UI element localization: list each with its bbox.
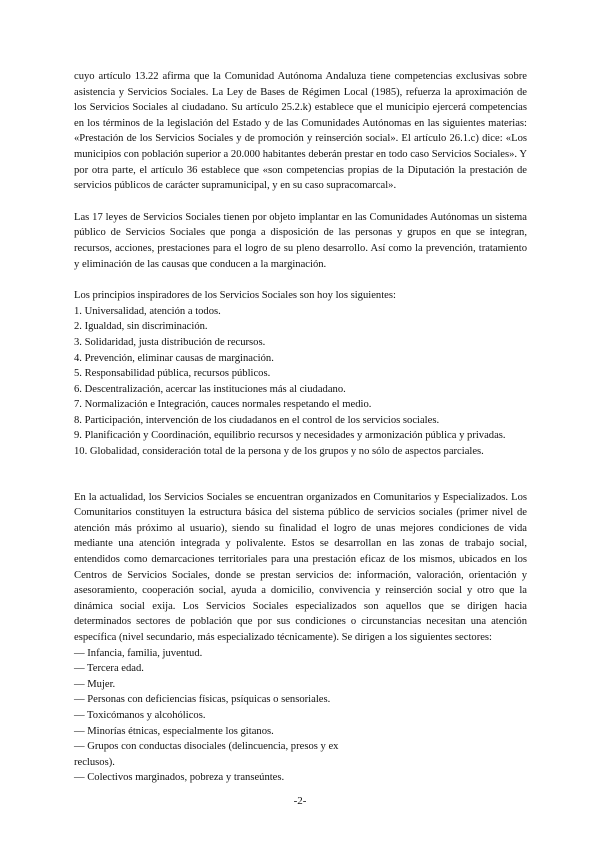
paragraph-laws: Las 17 leyes de Servicios Sociales tienen por objeto implantar en las Comunidades Autónomas un sistema público de Servicios Sociales que ponga a disposición de las personas y grupos en que se integran, recursos, acciones, prestaciones para el logro de su pleno desarrollo. Así como la prevención, tratamiento y eliminación de las causas que conducen a la marginación. — [74, 211, 527, 270]
list-item: 9. Planificación y Coordinación, equilibrio recursos y necesidades y armonización pública y privadas. — [74, 430, 506, 442]
list-item: 1. Universalidad, atención a todos. — [74, 305, 221, 317]
principles-list — [74, 304, 527, 460]
list-item: 2. Igualdad, sin discriminación. — [74, 321, 208, 333]
list-item: 7. Normalización e Integración, cauces normales respetando el medio. — [74, 399, 372, 411]
list-item: — Toxicómanos y alcohólicos. — [74, 709, 206, 721]
paragraph-legislation: cuyo artículo 13.22 afirma que la Comunidad Autónoma Andaluza tiene competencias exclusivas sobre asistencia y Servicios Sociales. La Ley de Bases de Régimen Local (1985), refuerza la aproximación de los Servicios Sociales al ciudadano. Su artículo 25.2.k) establece que el municipio ejercerá competencias en los términos de la legislación del Estado y de las Comunidades Autónomas en las siguientes materias: «Prestación de los Servicios Sociales y de promoción y reinserción social». El artículo 26.1.c) dice: «Los municipios con población superior a 20.000 habitantes deberán prestar en todo caso Servicios Sociales». Y por otra parte, el artículo 36 establece que «son competencias propias de la Diputación la prestación de servicios públicos de carácter supramunicipal, y en su caso supracomarcal». — [74, 71, 527, 192]
list-item: 10. Globalidad, consideración total de la persona y de los grupos y no sólo de aspectos parciales. — [74, 446, 484, 458]
sectors-list — [74, 646, 527, 786]
list-item: — Grupos con conductas disociales (delincuencia, presos y ex reclusos). — [74, 741, 339, 768]
list-item: 3. Solidaridad, justa distribución de recursos. — [74, 336, 266, 348]
list-item: 8. Participación, intervención de los ciudadanos en el control de los servicios sociales. — [74, 414, 440, 426]
list-item: 4. Prevención, eliminar causas de marginación. — [74, 352, 274, 364]
list-item: — Tercera edad. — [74, 663, 144, 675]
list-item: 5. Responsabilidad pública, recursos públicos. — [74, 368, 271, 380]
page-number: -2- — [293, 795, 307, 807]
document-body — [74, 69, 527, 786]
list-item: — Personas con deficiencias físicas, psíquicas o sensoriales. — [74, 694, 331, 706]
list-item: — Colectivos marginados, pobreza y transeúntes. — [74, 772, 285, 784]
principles-intro: Los principios inspiradores de los Servicios Sociales son hoy los siguientes: — [74, 290, 396, 302]
list-item: — Minorías étnicas, especialmente los gitanos. — [74, 725, 274, 737]
list-item: — Infancia, familia, juventud. — [74, 647, 203, 659]
paragraph-organization: En la actualidad, los Servicios Sociales se encuentran organizados en Comunitarios y Especializados. Los Comunitarios constituyen la estructura básica del sistema público de servicios sociales (primer nivel de atención más próximo al usuario), siendo su finalidad el logro de unas mejores condiciones de vida mediante una atención integrada y polivalente. Estos se desarrollan en las zonas de trabajo social, entendidos como demarcaciones territoriales para una prestación eficaz de los mismos, ubicados en los Centros de Servicios Sociales, donde se prestan servicios de: información, valoración, orientación y asesoramiento, cooperación social, ayuda a domicilio, convivencia y reinserción social y otro que la dinámica social exija. Los Servicios Sociales especializados son aquellos que se dirigen hacia determinados sectores de población que por sus condiciones o circunstancias necesitan una atención específica (nivel secundario, más especializado técnicamente). Se dirigen a los siguientes sectores: — [74, 491, 527, 643]
list-item: — Mujer. — [74, 678, 116, 690]
list-item: 6. Descentralización, acercar las instituciones más al ciudadano. — [74, 383, 346, 395]
